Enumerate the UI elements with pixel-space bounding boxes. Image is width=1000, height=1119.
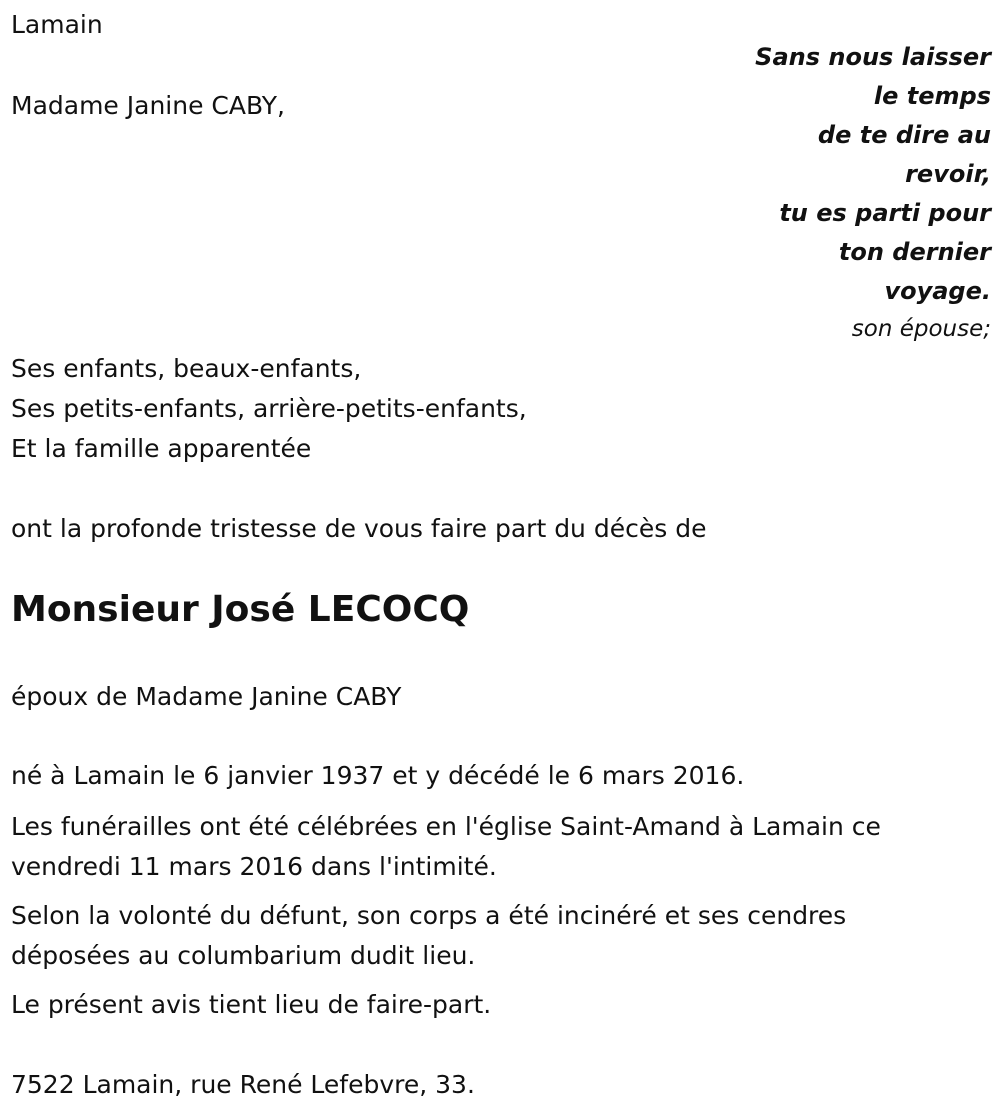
deceased-name: Monsieur José LECOCQ	[11, 589, 470, 630]
family-children: Ses enfants, beaux-enfants,	[11, 354, 362, 383]
memorial-poem	[755, 38, 991, 347]
poem-line: tu es parti pour	[779, 199, 991, 227]
poem-line: de te dire au	[817, 121, 991, 149]
cremation-paragraph: Selon la volonté du défunt, son corps a été incinéré et ses cendres déposées au columbarium dudit lieu.	[11, 901, 847, 970]
spouse-line: époux de Madame Janine CABY	[11, 682, 402, 711]
notice-line: Le présent avis tient lieu de faire-part.	[11, 990, 492, 1019]
widow-name: Madame Janine CABY,	[11, 91, 285, 120]
poem-line: revoir,	[905, 160, 991, 188]
announcement-text: ont la profonde tristesse de vous faire part du décès de	[11, 514, 707, 543]
village-name: Lamain	[11, 10, 103, 39]
poem-signature: son épouse;	[851, 316, 991, 342]
family-relatives: Et la famille apparentée	[11, 434, 312, 463]
address-line: 7522 Lamain, rue René Lefebvre, 33.	[11, 1070, 475, 1099]
poem-line: voyage.	[884, 277, 991, 305]
poem-line: le temps	[873, 82, 991, 110]
funeral-paragraph: Les funérailles ont été célébrées en l'église Saint-Amand à Lamain ce vendredi 11 mars 2016 dans l'intimité.	[11, 812, 881, 881]
birth-death-line: né à Lamain le 6 janvier 1937 et y décédé le 6 mars 2016.	[11, 761, 745, 790]
family-grandchildren: Ses petits-enfants, arrière-petits-enfants,	[11, 394, 527, 423]
poem-line: Sans nous laisser	[755, 43, 991, 71]
obituary-notice	[11, 0, 991, 1119]
poem-line: ton dernier	[838, 238, 991, 266]
